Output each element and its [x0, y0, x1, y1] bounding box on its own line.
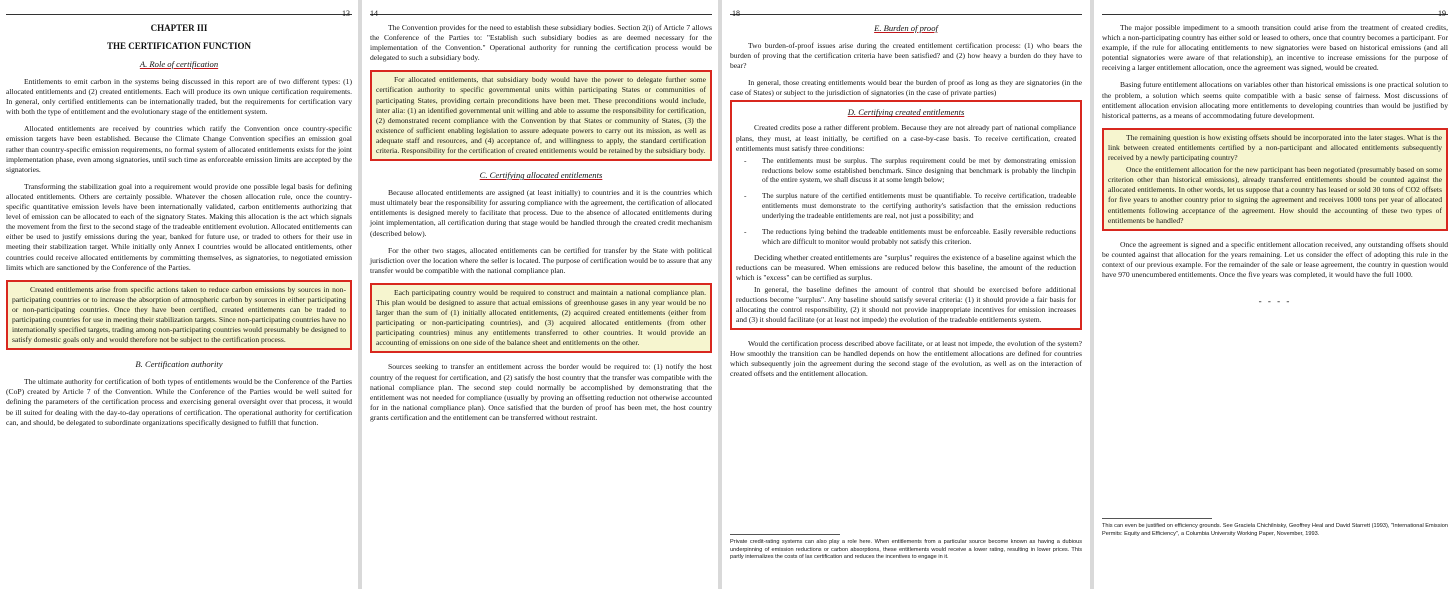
header-rule	[6, 14, 352, 15]
section-heading-e: E. Burden of proof	[874, 23, 938, 33]
highlight-box	[370, 283, 712, 354]
highlighted-paragraph: The remaining question is how existing offsets should be incorporated into the later stages. What is the link between created entitlements certified by a non-participant and allocated entitlements subsequently received by a newly participating country?	[1108, 132, 1442, 163]
section-heading-d: D. Certifying created entitlements	[847, 107, 965, 118]
page-13	[0, 0, 358, 589]
paragraph: Transforming the stabilization goal into a requirement would provide one possible legal basis for defining allocated entitlements. Others are certainly possible. Whatever the chosen allocation rule, once the country-specific quantitative emission levels have been internationally validated, carbon entitlements authorizing that level of emission can be allocated to each of the signatory States. Making this allocation is the act which signals the movement from the first to the second stage of the tradeable entitlement evolution. Allocated entitlements can either be used to justify emissions during the year, banked for future use, or traded to others for their use in meeting their stabilization target. While initially only Annex I countries would be allocated entitlements, other countries could receive allocated entitlements by committing themselves, as signatories, to negotiated emission limits which are sanctioned by the Conference of the Parties.	[6, 181, 352, 272]
page-18	[722, 0, 1090, 589]
paragraph: Basing future entitlement allocations on variables other than historical emissions is one practical solution to the problem, a solution which seems quite compatible with a basic sense of fairness. Most discussions of entitlement allocation envision allocating more entitlements to developing countries than would be justified by historical patterns, as a means of accommodating future development.	[1102, 80, 1448, 120]
section-heading-c: C. Certifying allocated entitlements	[479, 170, 603, 181]
page-14	[362, 0, 718, 589]
highlight-box	[730, 100, 1082, 330]
condition-item: - The reductions lying behind the tradeable entitlements must be enforceable. Easily reversible reductions which are difficult to monitor would probably not satisfy this criterion.	[736, 227, 1076, 247]
footnote: Private credit-rating systems can also play a role here. When entitlements from a particular source become known as having a dubious underpinning of emission reductions or carbon absorptions, these entitlements would receive a lower rating, resulting in lower prices. This partly internalizes the costs of lax certification and reduces the incentives to engage in it.	[730, 539, 1082, 561]
highlight-box	[1102, 128, 1448, 231]
page-number: 18	[732, 9, 740, 18]
paragraph: Sources seeking to transfer an entitlement across the border would be required to: (1) notify the host country of the request for certification, and (2) satisfy the host country that the transfer was compatible with the national compliance plan. The second step could normally be accomplished by demonstrating that the entitlement was not needed for compliance (usually by proving an offsetting reduction not otherwise accounted for in the national compliance plan). Once satisfied that the burden of proof has been met, the host country grants certification and the entitlement can be transferred without restraint.	[370, 362, 712, 422]
paragraph: Would the certification process described above facilitate, or at least not impede, the evolution of the system? How smoothly the transition can be handled depends on how the entitlement allocations are defined for countries which subsequently join the agreement during the second stage of the evolution, as well as on the interaction of created offsets and the entitlement allocation.	[730, 339, 1082, 379]
box-paragraph: In general, the baseline defines the amount of control that should be exercised before additional reductions become "surplus". Any baseline should satisfy several criteria: (1) it should provide a fair basis for allocating the control responsibility, (2) it should not provide inappropriate incentives for emission increases and (3) it should facilitate (or at least not impede) the evolution of the tradeable entitlements system.	[736, 284, 1076, 325]
page-19	[1094, 0, 1456, 589]
footnote-rule	[1102, 518, 1212, 519]
footnote-rule	[730, 534, 840, 535]
paragraph: Allocated entitlements are received by countries which ratify the Convention once country-specific emission targets have been established. Because the Climate Change Convention specifies an emission goal rather than country-specific emission requirements, no formal system of allocated entitlements exists for the joint implementation phase, even among signatories, until such time as enforceable emission limits are accepted by the signatories.	[6, 124, 352, 174]
header-rule	[1102, 14, 1448, 15]
paragraph: The Convention provides for the need to establish these subsidiary bodies. Section 2(i) of Article 7 allows the Conference of the Parties to: "Establish such subsidiary bodies as are deemed necessary for the implementation of the Convention." Operational authority for running the certification process would be delegated to such a subsidiary body.	[370, 23, 712, 63]
condition-item: - The entitlements must be surplus. The surplus requirement could be met by demonstrating emission reductions below some established benchmark. Since designing that benchmark is probably the linchpin of the entire system, we shall discuss it at some length below;	[736, 156, 1076, 186]
header-rule	[730, 14, 1082, 15]
paragraph: In general, those creating entitlements would bear the burden of proof as long as they are signatories (in the case of States) or subject to the jurisdiction of signatories (in the case of private parties)	[730, 78, 1082, 98]
paragraph: Entitlements to emit carbon in the systems being discussed in this report are of two different types: (1) allocated entitlements and (2) created entitlements. Each will produce its own unique certification requirements. In general, only certified entitlements can be internationally traded, but the requirements for certification vary with both the type of entitlement and the evolutionary stage of the entitlement system.	[6, 77, 352, 117]
highlighted-paragraph: Created entitlements arise from specific actions taken to reduce carbon emissions by sources in non-participating countries or to increase the absorption of atmospheric carbon by sources in either participating or non-participating countries. Once they have been certified, created entitlements can be traded to participating countries for use in meeting their stabilization targets. Since non-participating countries have no internationally specified targets, trading among non-participating countries would presumably be designed to satisfy domestic goals only and would therefore not be subject to the certification process.	[12, 284, 346, 345]
paragraph: Two burden-of-proof issues arise during the created entitlement certification process: (1) who bears the burden of proving that the certification criteria have been satisfied? and (2) how heavy a burden do they have to bear?	[730, 41, 1082, 71]
section-heading-b: B. Certification authority	[135, 359, 223, 370]
condition-item: - The surplus nature of the certified entitlements must be quantifiable. To receive certification, tradeable entitlements must demonstrate to the certifying authority's satisfaction that the emission reductions underlying the tradeable entitlements are real, not just a possibility; and	[736, 191, 1076, 221]
page-number: 13	[342, 9, 350, 18]
highlighted-paragraph: For allocated entitlements, that subsidiary body would have the power to delegate further some certification authority to specific governmental units within participating States or communities of participating States, providing certain preconditions have been met. These preconditions would include, inter alia: (1) an identified governmental unit willing and able to assume the responsibility for certification, (2) demonstrated recent compliance with the Convention by that States or community of States, (3) the existence of sufficient enabling legislation to assure adequate powers to carry out its mission, as well as adequate staff and resources, and (4) acceptance of, and willingness to apply, the standard certification criteria. Responsibility for the certification of created entitlements would be retained by the subsidiary body.	[376, 75, 706, 156]
section-heading-a: A. Role of certification	[139, 59, 219, 69]
highlight-box	[370, 70, 712, 161]
box-paragraph: Deciding whether created entitlements are "surplus" requires the existence of a baseline against which the reductions can be measured. When emissions are reduced below this baseline, the amount of the reduction which is "excess" can be certified as surplus.	[736, 252, 1076, 282]
paragraph: The ultimate authority for certification of both types of entitlements would be the Conference of the Parties (CoP) created by Article 7 of the Convention. While the Conference of the Parties would be well suited for defining the parameters of the certification process and exercising general oversight over that process, it would be ill suited for dealing with the day-to-day operations of certification. The operational authority for certification can, and should, be delegated to subordinate organizations specifically designed to fulfill that function.	[6, 377, 352, 427]
section-separator: - - - -	[1258, 296, 1292, 307]
chapter-heading: CHAPTER III	[150, 23, 208, 33]
footnote: This can even be justified on efficiency grounds. See Graciela Chichilnisky, Geoffrey Heal and David Starrett (1993), "International Emission Permits: Equity and Efficiency", a Columbia University Working Paper, November, 1993.	[1102, 523, 1448, 537]
paragraph: The major possible impediment to a smooth transition could arise from the treatment of created credits, which a non-participating country has either sold or leased to others, once that country becomes a participant. For example, if the rule for allocating entitlements to new signatories were based on historical emissions (and all potential signatories were aware of that relationship), an incentive to increase emissions for the purpose of receiving a larger entitlement allocation, once the agreement was signed, would be created.	[1102, 23, 1448, 73]
highlight-box	[6, 280, 352, 351]
paragraph: Once the agreement is signed and a specific entitlement allocation received, any outstanding offsets should be counted against that allocation for the years remaining. Let us consider the effect of adopting this rule in the context of our previous example. For the remainder of the sale or lease agreement, the country in question would have 970 unencumbered entitlements. Once the five years was completed, it would have the full 1000.	[1102, 239, 1448, 279]
highlighted-paragraph: Each participating country would be required to construct and maintain a national compliance plan. This plan would be designed to assure that actual emissions of greenhouse gases in any year would be no larger than the sum of (1) initially allocated entitlements, (2) acquired created entitlements (either from participating or non-participating countries), and (3) acquired allocated entitlements (from other participating countries) minus any entitlements transferred to other countries. It would provide an accounting of emissions on one side of the balance sheet and entitlements on the other.	[376, 287, 706, 348]
footnote-block	[730, 534, 1082, 562]
header-rule	[370, 14, 712, 15]
highlighted-paragraph: Once the entitlement allocation for the new participant has been negotiated (presumably based on some criterion other than historical emissions), already transferred entitlements should be counted against the allocated entitlements. In other words, let us suppose that a country has leased or sold 30 tons of CO2 offsets for five years to another country prior to signing the agreement and receives 1000 tons per year of allocated entitlements following acceptance of the agreement. How should the accounting of these two types of entitlements be handled?	[1108, 165, 1442, 225]
page-number: 14	[370, 9, 378, 18]
box-paragraph: Created credits pose a rather different problem. Because they are not already part of national compliance plans, they must, at least initially, be certified on a case-by-case basis. To receive certification, created entitlements must satisfy three conditions:	[736, 123, 1076, 153]
paragraph: For the other two stages, allocated entitlements can be certified for transfer by the State with political jurisdiction over the location where the seller is located. The purpose of certification would be to assure that any transfer would be compatible with the national compliance plan.	[370, 245, 712, 275]
footnote-block	[1102, 518, 1448, 538]
paragraph: Because allocated entitlements are assigned (at least initially) to countries and it is the countries which must ultimately bear the responsibility for assuring compliance with the agreement, the certification of allocated entitlements is designed merely to facilitate that process. Due to the absence of allocated entitlements during joint implementation, all certification during that stage would be handled through the created credit mechanism (described below).	[370, 188, 712, 238]
chapter-title: THE CERTIFICATION FUNCTION	[106, 41, 252, 51]
page-number: 19	[1438, 9, 1446, 18]
